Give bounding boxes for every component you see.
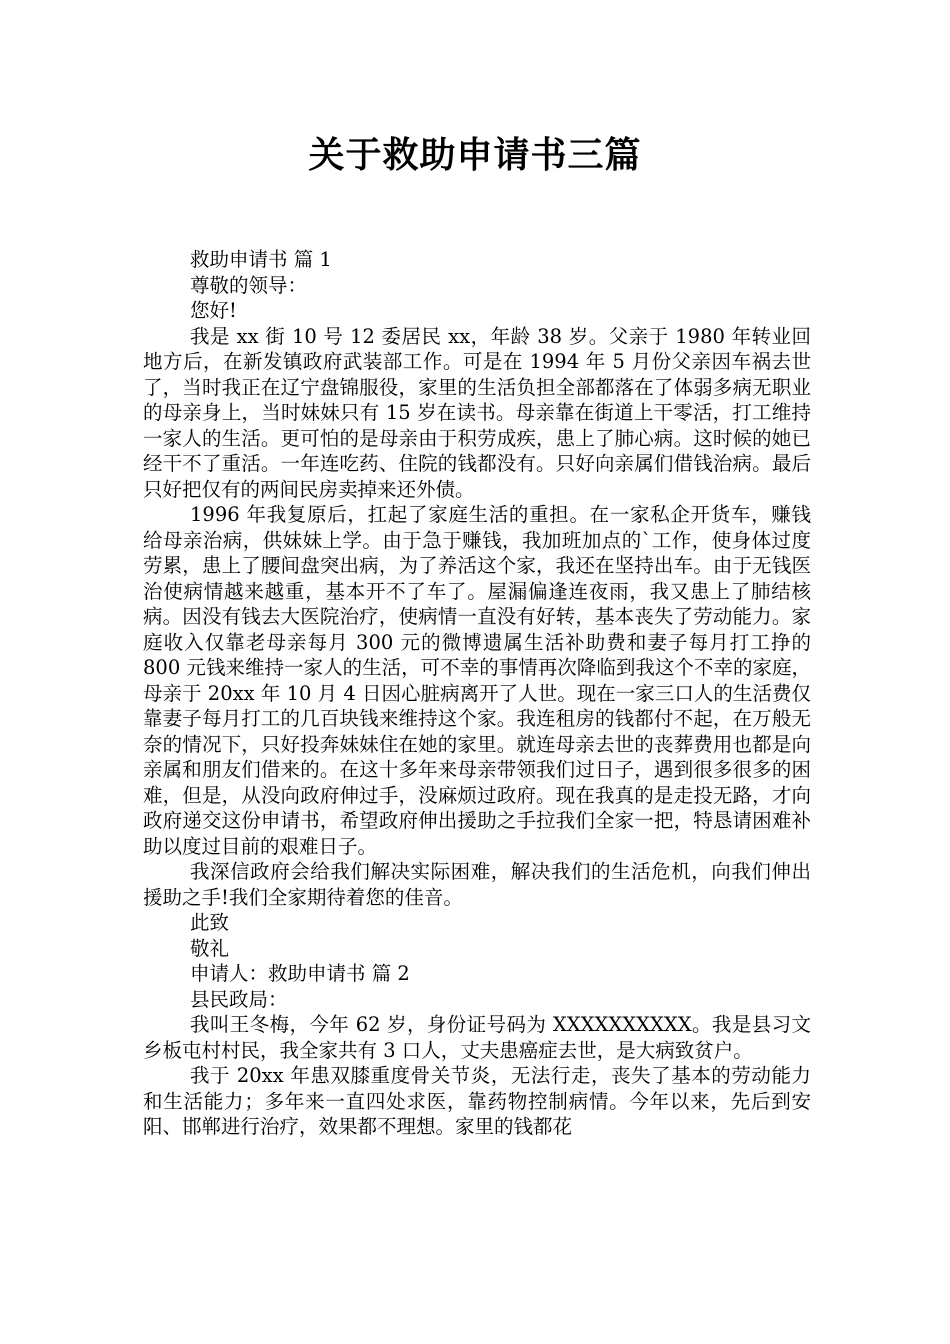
section-heading-1: 救助申请书 篇 1 xyxy=(190,248,332,271)
greeting: 您好! xyxy=(190,299,237,322)
body-paragraph: 我于 20xx 年患双膝重度骨关节炎，无法行走，丧失了基本的劳动能力和生活能力；多年来一直四处求医，靠药物控制病情。今年以来，先后到安阳、邯郸进行治疗，效果都不理想。家里的钱都花 xyxy=(143,1064,811,1138)
salutation: 尊敬的领导： xyxy=(190,273,308,297)
body-paragraph: 我是 xx 街 10 号 12 委居民 xx，年龄 38 岁。父亲于 1980 年转业回地方后，在新发镇政府武装部工作。可是在 1994 年 5 月份父亲因车祸去世了，当时我正在辽宁盘锦服役，家里的生活负担全部都落在了体弱多病无职业的母亲身上，当时妹妹只有 15 岁在读书。母亲靠在街道上干零活，打工维持一家人的生活。更可怕的是母亲由于积劳成疾，患上了肺心病。这时候的她已经干不了重活。一年连吃药、住院的钱都没有。只好向亲属们借钱治病。最后只好把仅有的两间民房卖掉来还外债。 xyxy=(143,324,811,501)
document-body xyxy=(143,247,811,1140)
recipient: 县民政局： xyxy=(190,987,288,1011)
document-title: 关于救助申请书三篇 xyxy=(308,135,642,176)
closing-line: 敬礼 xyxy=(190,936,230,960)
body-paragraph: 我叫王冬梅，今年 62 岁，身份证号码为 XXXXXXXXXX。我是县习文乡板屯村村民，我全家共有 3 口人，丈夫患癌症去世，是大病致贫户。 xyxy=(143,1013,811,1062)
body-paragraph: 1996 年我复原后，扛起了家庭生活的重担。在一家私企开货车，赚钱给母亲治病，供妹妹上学。由于急于赚钱，我加班加点的`工作，使身体过度劳累，患上了腰间盘突出病，为了养活这个家，我还在坚持出车。由于无钱医治使病情越来越重，基本开不了车了。屋漏偏逢连夜雨，我又患上了肺结核病。因没有钱去大医院治疗，使病情一直没有好转，基本丧失了劳动能力。家庭收入仅靠老母亲每月 300 元的微博遗属生活补助费和妻子每月打工挣的 800 元钱来维持一家人的生活，可不幸的事情再次降临到我这个不幸的家庭，母亲于 20xx 年 10 月 4 日因心脏病离开了人世。现在一家三口人的生活费仅靠妻子每月打工的几百块钱来维持这个家。我连租房的钱都付不起，在万般无奈的情况下，只好投奔妹妹住在她的家里。就连母亲去世的丧葬费用也都是向亲属和朋友们借来的。在这十多年来母亲带领我们过日子，遇到很多很多的困难，但是，从没向政府伸过手，没麻烦过政府。现在我真的是走投无路，才向政府递交这份申请书，希望政府伸出援助之手拉我们全家一把，特恳请困难补助以度过目前的艰难日子。 xyxy=(143,503,811,858)
closing-line: 此致 xyxy=(190,911,230,934)
body-paragraph: 我深信政府会给我们解决实际困难，解决我们的生活危机，向我们伸出援助之手!我们全家期待着您的佳音。 xyxy=(143,860,811,909)
signature-and-heading-2: 申请人：救助申请书 篇 2 xyxy=(190,962,410,985)
